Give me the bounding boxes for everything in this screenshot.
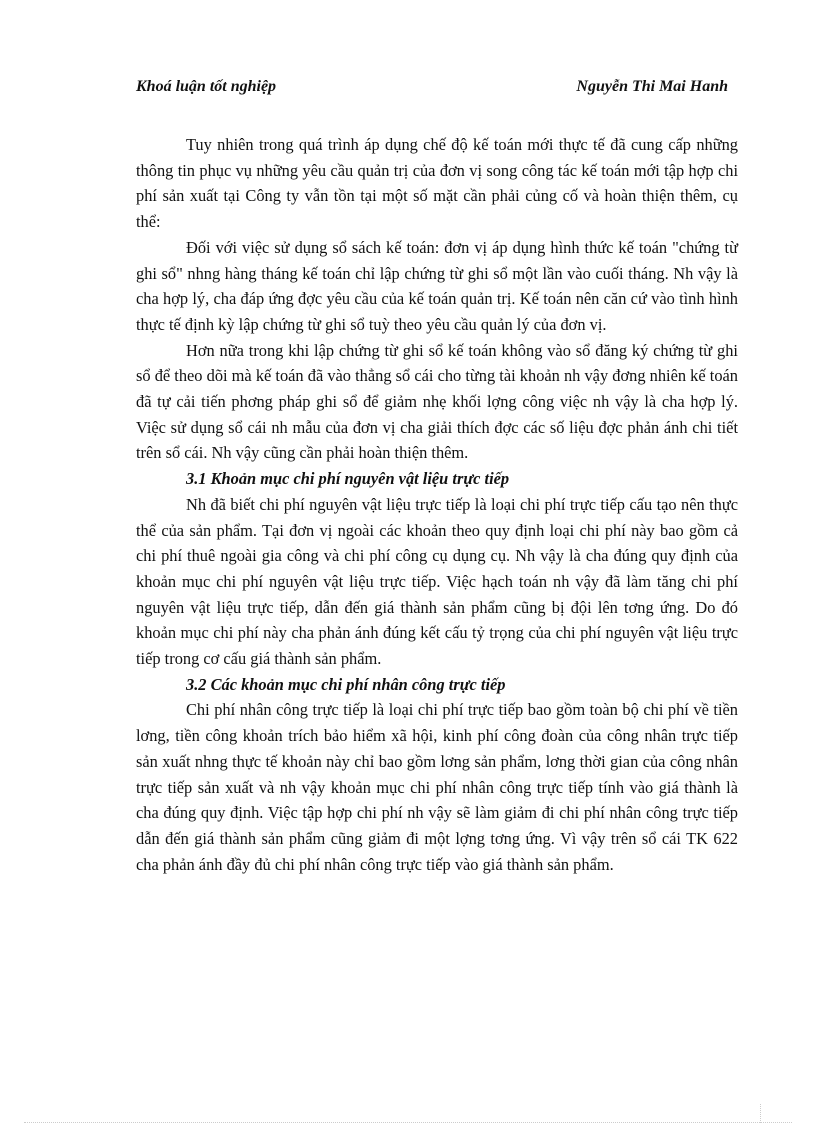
thesis-label: Khoá luận tốt nghiệp — [136, 78, 277, 95]
page-corner-mark — [760, 1104, 761, 1123]
paragraph-materials: Nh đã biết chi phí nguyên vật liệu trực tiếp là loại chi phí trực tiếp cấu tạo nên thực thể của sản phẩm. Tại đơn vị ngoài các khoản theo quy định loại chi phí này bao gồm cả chi phí thuê ngoài gia công và chi phí công cụ dụng cụ. Nh vậy là cha đúng quy định của khoản mục chi phí nguyên vật liệu trực tiếp. Việc hạch toán nh vậy đã làm tăng chi phí nguyên vật liệu trực tiếp, dẫn đến giá thành sản phẩm cũng bị đội lên tơng ứng. Do đó khoản mục chi phí này cha phản ánh đúng kết cấu tỷ trọng của chi phí nguyên vật liệu trực tiếp trong cơ cấu giá thành sản phẩm. — [136, 494, 738, 669]
paragraph-intro: Tuy nhiên trong quá trình áp dụng chế độ kế toán mới thực tế đã cung cấp những thông tin phục vụ những yêu cầu quản trị của đơn vị song công tác kế toán mới tập hợp chi phí sản xuất tại Công ty vẫn tồn tại một số mặt cần phải củng cố và hoàn thiện thêm, cụ thể: — [136, 135, 738, 232]
document-body — [136, 132, 738, 877]
paragraph-labor: Chi phí nhân công trực tiếp là loại chi phí trực tiếp bao gồm toàn bộ chi phí về tiền lơng, tiền công khoản trích bảo hiểm xã hội, kinh phí công đoàn của công nhân trực tiếp sản xuất nhng thực tế khoản này chỉ bao gồm lơng sản phẩm, lơng thời gian của công nhân trực tiếp sản xuất và nh vậy khoản mục chi phí nhân công trực tiếp tính vào giá thành là cha đúng quy định. Việc tập hợp chi phí nh vậy sẽ làm giảm đi chi phí nhân công trực tiếp dẫn đến giá thành sản phẩm cũng giảm đi một lợng tơng ứng. Vì vậy trên sổ cái TK 622 cha phản ánh đầy đủ chi phí nhân công trực tiếp vào giá thành sản phẩm. — [136, 700, 738, 874]
paragraph-general-ledger: Hơn nữa trong khi lập chứng từ ghi sổ kế toán không vào sổ đăng ký chứng từ ghi sổ để theo dõi mà kế toán đã vào thẳng sổ cái cho từng tài khoản nh vậy đơng nhiên kế toán đã tự cải tiến phơng pháp ghi sổ để giảm nhẹ khối lợng công việc nh vậy là cha hợp lý. Việc sử dụng sổ cái nh mẫu của đơn vị cha giải thích đợc các số liệu đợc phản ánh chi tiết trên sổ cái. Nh vậy cũng cần phải hoàn thiện thêm. — [136, 340, 738, 463]
author-name: Nguyễn Thi Mai Hanh — [576, 78, 728, 95]
section-heading-materials: 3.1 Khoản mục chi phí nguyên vật liệu trực tiếp — [186, 469, 510, 489]
page-header — [136, 78, 730, 100]
section-heading-labor: 3.2 Các khoản mục chi phí nhân công trực tiếp — [186, 674, 506, 694]
paragraph-ledger-books: Đối với việc sử dụng sổ sách kế toán: đơn vị áp dụng hình thức kế toán "chứng từ ghi sổ" nhng hàng tháng kế toán chỉ lập chứng từ ghi sổ một lần vào cuối tháng. Nh vậy là cha hợp lý, cha đáp ứng đợc yêu cầu của kế toán quản trị. Kế toán nên căn cứ vào tình hình thực tế định kỳ lập chứng từ ghi sổ tuỳ theo yêu cầu quản lý của đơn vị. — [136, 237, 738, 334]
